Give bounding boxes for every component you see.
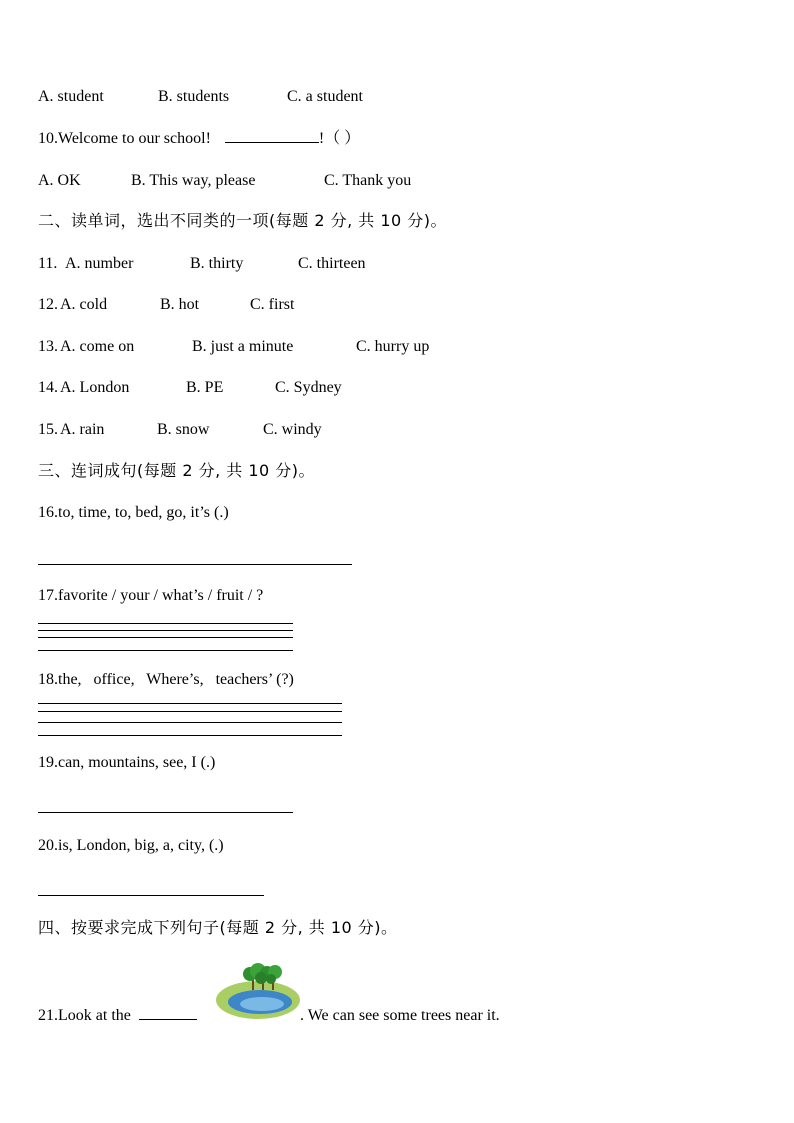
- q10-prompt: [38, 129, 360, 149]
- q10-option-a[interactable]: A. OK: [38, 172, 81, 189]
- q10-answer-blank[interactable]: [225, 142, 319, 143]
- q18-number: 18.: [38, 671, 58, 688]
- q13-option-c[interactable]: C. hurry up: [356, 338, 430, 355]
- section4-heading: 四、按要求完成下列句子(每题 2 分, 共 10 分)。: [38, 918, 398, 937]
- q11-option-b[interactable]: B. thirty: [190, 255, 244, 272]
- q19-text: can, mountains, see, I (.): [58, 754, 216, 771]
- q19-number: 19.: [38, 754, 58, 771]
- q20-answer-line[interactable]: [38, 895, 264, 896]
- q14-number: 14.: [38, 379, 58, 396]
- q10-option-c[interactable]: C. Thank you: [324, 172, 412, 189]
- q18-text: the, office, Where’s, teachers’ (?): [58, 671, 294, 688]
- q9-option-b[interactable]: B. students: [158, 88, 230, 105]
- q17-writing-line-1[interactable]: [38, 623, 293, 624]
- q20-number: 20.: [38, 837, 58, 854]
- q17-prompt: [38, 586, 263, 606]
- q18-writing-line-3[interactable]: [38, 722, 342, 723]
- q12-option-b[interactable]: B. hot: [160, 296, 200, 313]
- q18-writing-line-1[interactable]: [38, 703, 342, 704]
- q17-writing-line-4[interactable]: [38, 650, 293, 651]
- q21-prompt: [38, 1006, 197, 1026]
- q20-text: is, London, big, a, city, (.): [58, 837, 224, 854]
- q9-option-a[interactable]: A. student: [38, 88, 104, 105]
- q21-answer-blank[interactable]: [139, 1019, 197, 1020]
- q12-option-c[interactable]: C. first: [250, 296, 295, 313]
- q20-prompt: [38, 836, 224, 856]
- q11-option-a[interactable]: A. number: [65, 255, 134, 272]
- q15-option-a[interactable]: A. rain: [60, 421, 105, 438]
- q10-option-b[interactable]: B. This way, please: [131, 172, 256, 189]
- q9-option-c[interactable]: C. a student: [287, 88, 363, 105]
- q19-prompt: [38, 753, 215, 773]
- q17-writing-line-2[interactable]: [38, 630, 293, 631]
- q17-text: favorite / your / what’s / fruit / ?: [58, 587, 264, 604]
- q13-number: 13.: [38, 338, 58, 355]
- q10-number: 10.: [38, 130, 58, 147]
- q19-answer-line[interactable]: [38, 812, 293, 813]
- q16-prompt: [38, 503, 229, 523]
- q14-option-b[interactable]: B. PE: [186, 379, 224, 396]
- q12-number: 12.: [38, 296, 58, 313]
- q21-after: . We can see some trees near it.: [300, 1007, 500, 1024]
- section2-heading: 二、读单词，选出不同类的一项(每题 2 分, 共 10 分)。: [38, 211, 448, 230]
- q11-option-c[interactable]: C. thirteen: [298, 255, 366, 272]
- q10-tail: !（ ）: [318, 130, 361, 147]
- section3-heading: 三、连词成句(每题 2 分, 共 10 分)。: [38, 461, 316, 480]
- q13-option-b[interactable]: B. just a minute: [192, 338, 294, 355]
- q21-before: Look at the: [58, 1007, 131, 1024]
- q11-number: 11.: [38, 255, 58, 272]
- q17-number: 17.: [38, 587, 58, 604]
- q14-option-c[interactable]: C. Sydney: [275, 379, 342, 396]
- q15-option-c[interactable]: C. windy: [263, 421, 322, 438]
- q18-writing-line-2[interactable]: [38, 711, 342, 712]
- q14-option-a[interactable]: A. London: [60, 379, 130, 396]
- q16-answer-line[interactable]: [38, 564, 352, 565]
- lake-with-trees-icon: [214, 962, 302, 1022]
- q15-option-b[interactable]: B. snow: [157, 421, 210, 438]
- lake-with-trees-image: [214, 962, 302, 1022]
- q18-prompt: [38, 670, 294, 690]
- q21-number: 21.: [38, 1007, 58, 1024]
- q16-number: 16.: [38, 504, 58, 521]
- q15-number: 15.: [38, 421, 58, 438]
- q12-option-a[interactable]: A. cold: [60, 296, 108, 313]
- q10-text: Welcome to our school!: [58, 130, 211, 147]
- q17-writing-line-3[interactable]: [38, 637, 293, 638]
- q16-text: to, time, to, bed, go, it’s (.): [58, 504, 229, 521]
- q13-option-a[interactable]: A. come on: [60, 338, 135, 355]
- q18-writing-line-4[interactable]: [38, 735, 342, 736]
